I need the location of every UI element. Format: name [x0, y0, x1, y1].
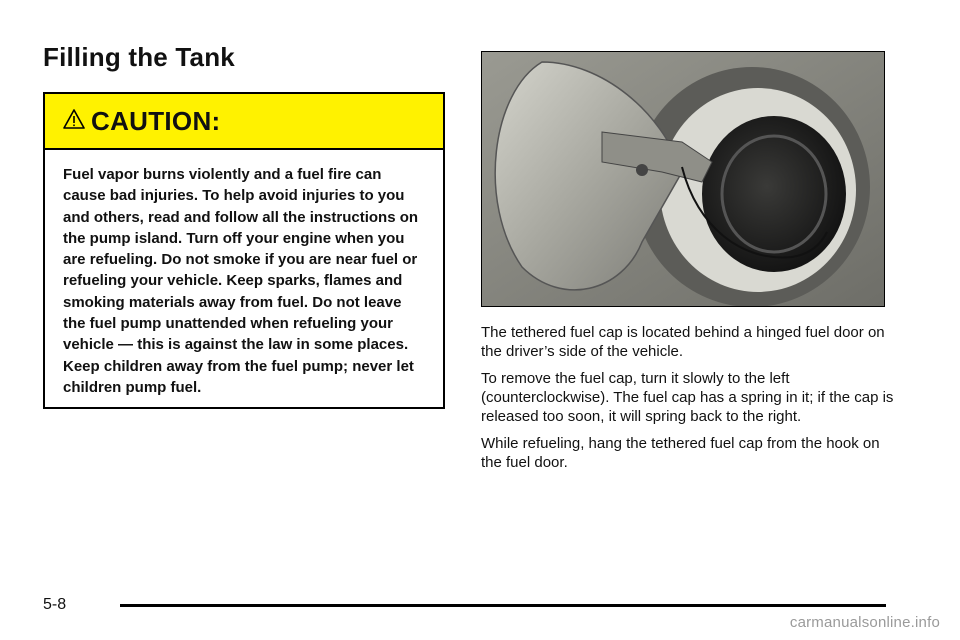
- watermark: carmanualsonline.info: [789, 614, 940, 631]
- fuel-door-photo: [481, 51, 885, 307]
- warning-triangle-icon: [63, 108, 85, 130]
- footer-rule: [120, 604, 886, 607]
- paragraph: While refueling, hang the tethered fuel cap from the hook on the fuel door.: [481, 435, 880, 471]
- page-number: 5-8: [43, 596, 67, 613]
- paragraph: The tethered fuel cap is located behind a hinged fuel door on the driver’s side of the vehicle.: [481, 324, 885, 360]
- caution-label: CAUTION:: [91, 105, 221, 136]
- paragraph: To remove the fuel cap, turn it slowly to the left (counterclockwise). The fuel cap has a spring in it; if the cap is released too soon, it will spring back to the right.: [481, 370, 894, 425]
- caution-box: [43, 92, 445, 409]
- tether-hook: [636, 164, 648, 176]
- body-text: [481, 323, 901, 480]
- page-title: Filling the Tank: [43, 42, 235, 72]
- caution-text: Fuel vapor burns violently and a fuel fire can cause bad injuries. To help avoid injuries to you and others, read and follow all the instructions on the pump island. Turn off your engine when you are refueling. Do not smoke if you are near fuel or refueling your vehicle. Keep sparks, flames and smoking materials away from fuel. Do not leave the fuel pump unattended when refueling your vehicle — this is against the law in some places. Keep children away from the fuel pump; never let children pump fuel.: [63, 166, 419, 396]
- caution-header: [45, 94, 443, 150]
- fuel-cap: [702, 116, 846, 272]
